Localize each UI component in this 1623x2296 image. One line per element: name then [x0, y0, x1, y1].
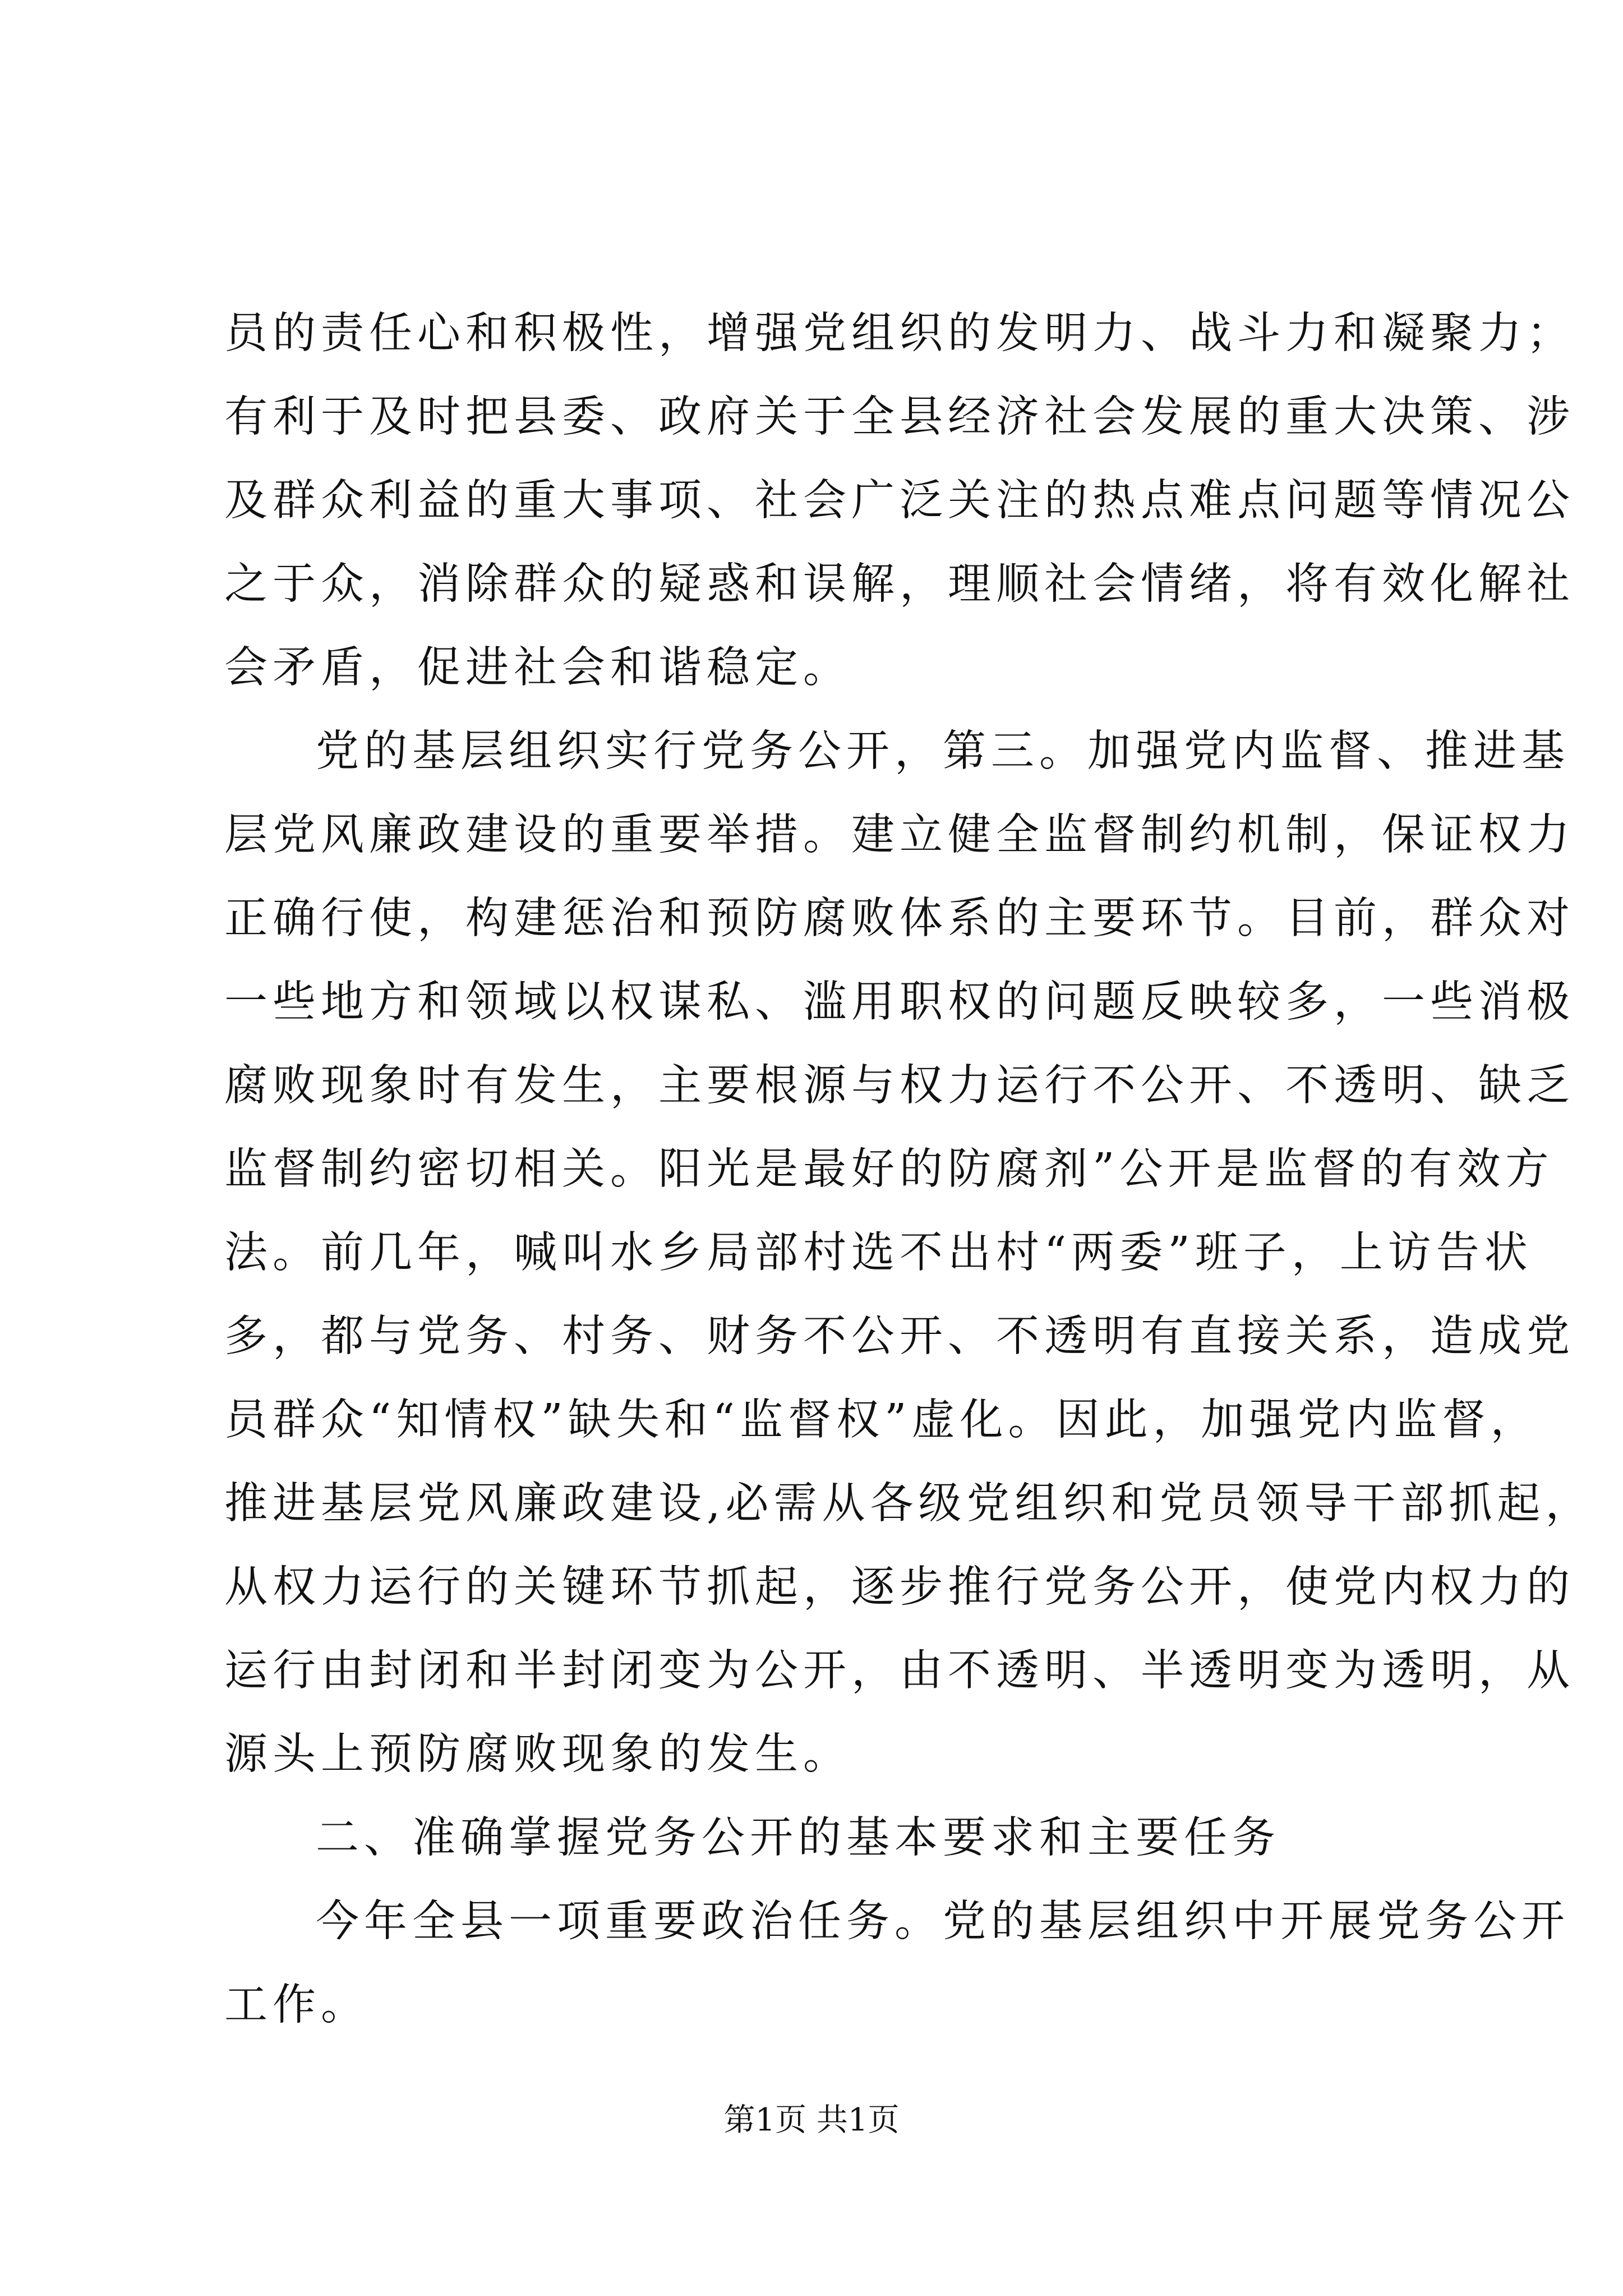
- body-text: [224, 292, 1594, 2047]
- text-line: 腐败现象时有发生，主要根源与权力运行不公开、不透明、缺乏: [224, 1061, 1575, 1111]
- text-line: 法。前几年，喊叫水乡局部村选不出村“两委”班子，上访告状: [224, 1228, 1533, 1278]
- text-line: 一些地方和领域以权谋私、滥用职权的问题反映较多，一些消极: [224, 977, 1575, 1027]
- text-line: 源头上预防腐败现象的发生。: [224, 1729, 851, 1779]
- text-line: 及群众利益的重大事项、社会广泛关注的热点难点问题等情况公: [224, 476, 1575, 526]
- text-line: 之于众，消除群众的疑惑和误解，理顺社会情绪，将有效化解社: [224, 559, 1575, 609]
- text-line: 工作。: [224, 1980, 369, 2030]
- text-line: 层党风廉政建设的重要举措。建立健全监督制约机制，保证权力: [224, 810, 1575, 860]
- text-line: 从权力运行的关键环节抓起，逐步推行党务公开，使党内权力的: [224, 1562, 1575, 1612]
- text-line: 今年全县一项重要政治任务。党的基层组织中开展党务公开: [316, 1897, 1570, 1947]
- text-line: 多，都与党务、村务、财务不公开、不透明有直接关系，造成党: [224, 1312, 1575, 1361]
- text-line: 正确行使，构建惩治和预防腐败体系的主要环节。目前，群众对: [224, 894, 1575, 944]
- text-line: 运行由封闭和半封闭变为公开，由不透明、半透明变为透明，从: [224, 1646, 1575, 1696]
- text-line: 员群众“知情权”缺失和“监督权”虚化。因此，加强党内监督，: [224, 1395, 1539, 1445]
- text-line: 有利于及时把县委、政府关于全县经济社会发展的重大决策、涉: [224, 392, 1575, 442]
- text-line: 党的基层组织实行党务公开，第三。加强党内监督、推进基: [316, 726, 1570, 776]
- section-heading: 二、准确掌握党务公开的基本要求和主要任务: [316, 1813, 1280, 1863]
- text-line: 员的责任心和积极性，增强党组织的发明力、战斗力和凝聚力；: [224, 309, 1575, 358]
- page-footer: 第1页 共1页: [723, 2102, 900, 2138]
- text-line: 监督制约密切相关。阳光是最好的防腐剂”公开是监督的有效方: [224, 1144, 1554, 1194]
- text-line: 会矛盾，促进社会和谐稳定。: [224, 643, 851, 693]
- text-line: 推进基层党风廉政建设,必需从各级党组织和党员领导干部抓起，: [224, 1479, 1594, 1529]
